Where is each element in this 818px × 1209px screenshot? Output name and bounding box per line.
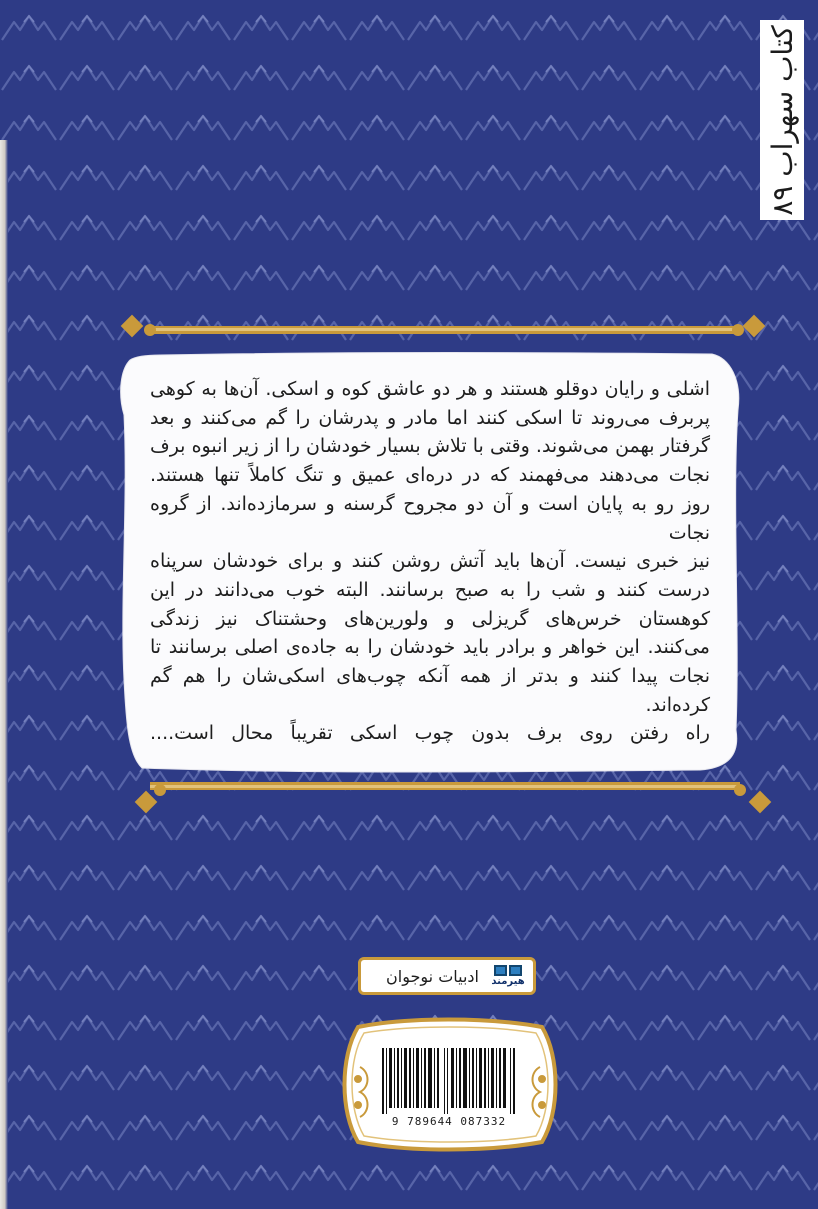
blurb-line: کوهستان خرس‌های گریزلی و ولورین‌های وحشتناک نیز زندگی bbox=[150, 607, 710, 630]
blurb-line: می‌کنند. این خواهر و برادر باید خودشان را به جاده‌ی اصلی برسانند تا bbox=[150, 636, 710, 659]
isbn-number: 9 789644 087332 bbox=[391, 1115, 507, 1128]
genre-label: ادبیات نوجوان bbox=[386, 966, 479, 986]
blurb-line: نیز خبری نیست. آن‌ها باید آتش روشن کنند و برای خودشان سرپناه bbox=[150, 550, 710, 573]
barcode-bars bbox=[374, 1044, 524, 1116]
publisher-logo-icon bbox=[487, 959, 529, 993]
genre-badge bbox=[358, 957, 536, 995]
blurb-line: اشلی و رایان دوقلو هستند و هر دو عاشق کوه و اسکی. آن‌ها به کوهی bbox=[150, 378, 710, 400]
back-cover-blurb bbox=[150, 375, 710, 770]
blurb-line: درست کنند و شب را به صبح برسانند. البته خوب می‌دانند در این bbox=[150, 578, 710, 601]
series-label-box bbox=[760, 20, 804, 220]
ornament-bottom-right bbox=[734, 784, 771, 813]
blurb-line: پربرف می‌روند تا اسکی کنند اما مادر و پدرشان را گم می‌کنند و بعد bbox=[150, 406, 710, 429]
blurb-line: راه رفتن روی برف بدون چوب اسکی تقریباً محال است.... bbox=[150, 722, 710, 745]
ornament-top-left bbox=[121, 315, 156, 338]
publisher-name: هیرمند bbox=[491, 975, 525, 987]
blurb-line: گرفتار بهمن می‌شوند. وقتی با تلاش بسیار خودشان را از زیر انبوه برف bbox=[150, 435, 710, 458]
blurb-line: روز رو به پایان است و آن دو مجروح گرسنه و سرمازده‌اند. از گروه نجات bbox=[150, 492, 710, 544]
ornament-top-right bbox=[732, 315, 765, 338]
blurb-line: نجات پیدا کنند و بدتر از همه آنکه چوب‌های اسکی‌شان را هم گم کرده‌اند. bbox=[150, 665, 710, 716]
blurb-line: نجات می‌دهند می‌فهمند که در دره‌ای عمیق و تنگ کاملاً تنها هستند. bbox=[150, 464, 710, 487]
series-label: کتاب سهراب ۸۹ bbox=[765, 24, 799, 216]
